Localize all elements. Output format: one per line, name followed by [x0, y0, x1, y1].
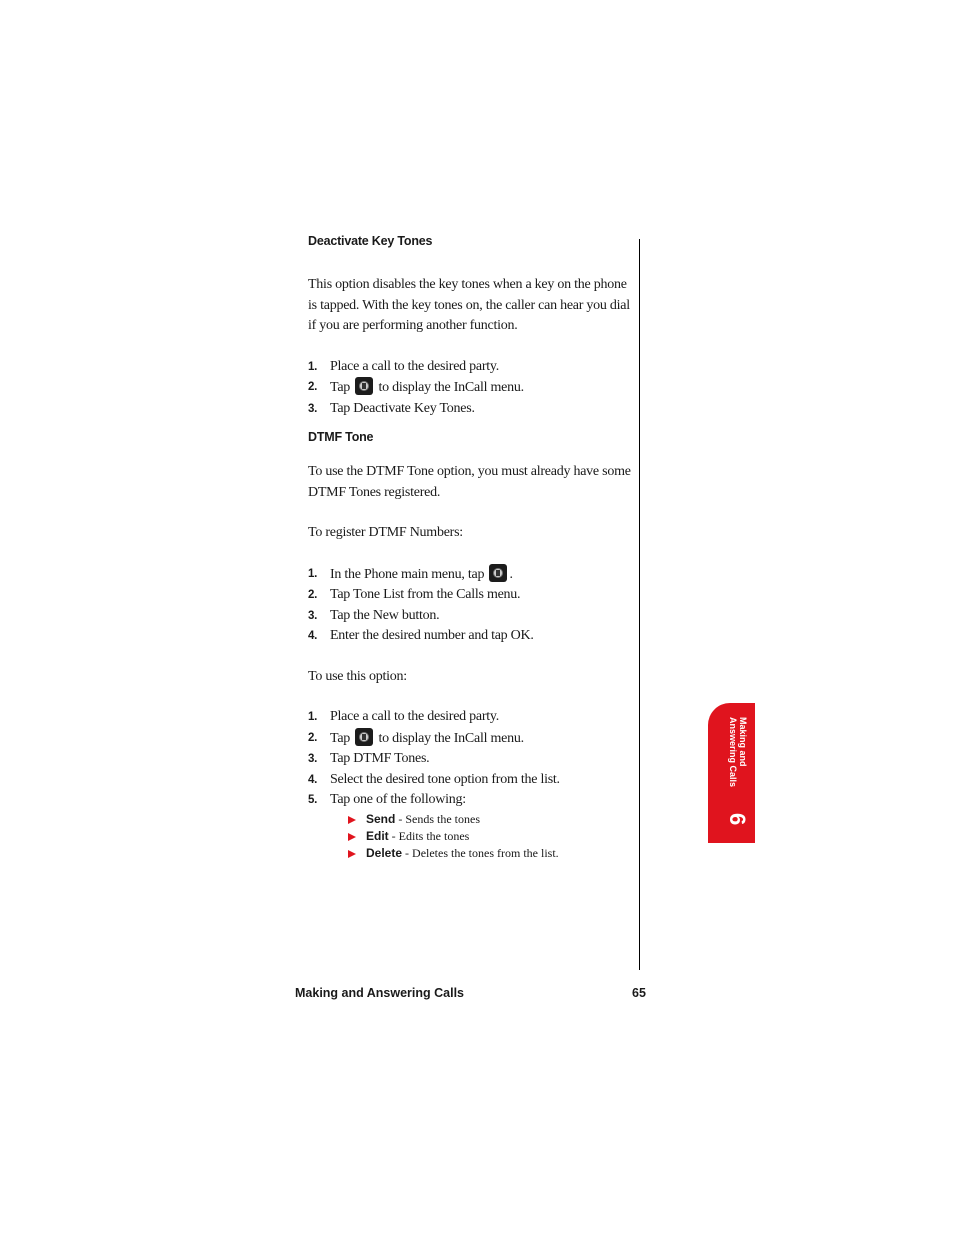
steps-use-dtmf [308, 707, 633, 811]
list-item: 2. Tap to display the InCall menu. [308, 377, 633, 399]
paragraph-register-intro: To register DTMF Numbers: [308, 525, 463, 540]
section-heading-deactivate-key-tones: Deactivate Key Tones [308, 234, 433, 248]
bullet-arrow-icon [348, 816, 356, 824]
steps-register-dtmf [308, 564, 633, 647]
list-item: Edit - Edits the tones [348, 828, 633, 845]
paragraph-use-intro: To use this option: [308, 668, 407, 684]
list-item: Send - Sends the tones [348, 811, 633, 828]
list-item: 1. Place a call to the desired party. [308, 358, 500, 374]
incall-menu-icon [355, 728, 373, 746]
steps-deactivate-key-tones [308, 357, 633, 420]
list-item: 3. Tap DTMF Tones. [308, 751, 430, 766]
chapter-tab-label: Making and Answering Calls [728, 717, 748, 788]
footer-title: Making and Answering Calls [295, 986, 465, 1000]
bullet-arrow-icon [348, 850, 356, 858]
paragraph-key-tones-intro: This option disables the key tones when a key on the phone is tapped. With the key tones on, the caller can hear you dial if you are performing another function. [308, 277, 630, 333]
bullet-arrow-icon [348, 833, 356, 841]
list-item: 1. In the Phone main menu, tap . [308, 564, 633, 586]
chapter-number: 6 [725, 813, 750, 826]
list-item: 2. Tap Tone List from the Calls menu. [308, 587, 521, 602]
paragraph-dtmf-intro: To use the DTMF Tone option, you must already have some DTMF Tones registered. [308, 464, 631, 500]
page-number: 65 [632, 986, 646, 1000]
list-item: Delete - Deletes the tones from the list. [348, 845, 633, 862]
list-item: 4. Select the desired tone option from the list. [308, 771, 560, 787]
options-list [308, 811, 633, 862]
incall-menu-icon [355, 377, 373, 395]
list-item: 4. Enter the desired number and tap OK. [308, 628, 534, 643]
list-item: 1. Place a call to the desired party. [308, 709, 500, 724]
list-item: 3. Tap Deactivate Key Tones. [308, 400, 475, 416]
column-divider [639, 239, 640, 970]
list-item: 2. Tap to display the InCall menu. [308, 728, 633, 750]
page-content [308, 234, 633, 862]
section-heading-dtmf-tone: DTMF Tone [308, 430, 374, 444]
chapter-tab [708, 703, 755, 843]
phone-menu-icon [489, 564, 507, 582]
list-item: 3. Tap the New button. [308, 607, 440, 623]
list-item: 5. Tap one of the following: [308, 792, 466, 807]
